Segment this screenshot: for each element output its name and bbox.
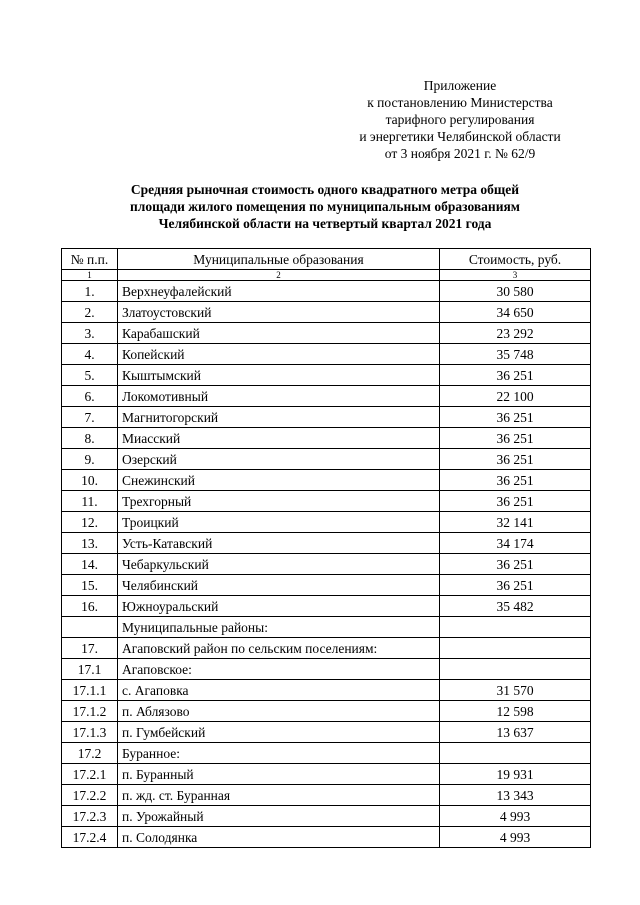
column-index: 3 [440,270,591,281]
appendix-line: от 3 ноября 2021 г. № 62/9 [384,146,536,161]
row-cost: 34 174 [440,533,591,554]
row-number: 17.2.3 [62,806,118,827]
row-number: 12. [62,512,118,533]
title-line: Средняя рыночная стоимость одного квадратного метра общей [130,182,520,197]
row-municipality: Миасский [118,428,440,449]
appendix-block [330,77,590,162]
row-cost: 22 100 [440,386,591,407]
table-row [62,827,591,848]
title-line: площади жилого помещения по муниципальным образованиям [130,199,520,214]
row-number: 6. [62,386,118,407]
table-row [62,281,591,302]
row-cost: 12 598 [440,701,591,722]
row-number: 17.2.4 [62,827,118,848]
row-cost: 4 993 [440,806,591,827]
row-number: 17.1.3 [62,722,118,743]
row-cost: 13 637 [440,722,591,743]
row-number: 1. [62,281,118,302]
row-cost: 32 141 [440,512,591,533]
row-municipality: Магнитогорский [118,407,440,428]
row-cost: 36 251 [440,470,591,491]
row-municipality: Усть-Катавский [118,533,440,554]
row-cost: 23 292 [440,323,591,344]
row-number: 9. [62,449,118,470]
row-cost: 30 580 [440,281,591,302]
row-number: 14. [62,554,118,575]
appendix-line: тарифного регулирования [385,112,535,127]
row-cost: 4 993 [440,827,591,848]
row-municipality: Локомотивный [118,386,440,407]
table-row [62,617,591,638]
table-row [62,323,591,344]
row-municipality: Буранное: [118,743,440,764]
row-municipality: Верхнеуфалейский [118,281,440,302]
row-municipality: п. Солодянка [118,827,440,848]
row-municipality: Агаповское: [118,659,440,680]
appendix-line: Приложение [423,78,497,93]
row-number: 13. [62,533,118,554]
row-cost: 35 748 [440,344,591,365]
row-number: 17.1.2 [62,701,118,722]
row-number: 17.2 [62,743,118,764]
column-index: 2 [118,270,440,281]
table-row [62,491,591,512]
table-row [62,680,591,701]
column-index-row [62,270,591,281]
row-cost: 36 251 [440,428,591,449]
row-municipality: Озерский [118,449,440,470]
row-municipality: Копейский [118,344,440,365]
table-row [62,722,591,743]
appendix-line: и энергетики Челябинской области [359,129,561,144]
document-title [60,181,590,232]
row-number: 10. [62,470,118,491]
table-row [62,512,591,533]
row-municipality: Челябинский [118,575,440,596]
row-cost: 31 570 [440,680,591,701]
row-number: 15. [62,575,118,596]
row-municipality: Златоустовский [118,302,440,323]
table-row [62,596,591,617]
header-number: № п.п. [62,249,118,270]
title-line: Челябинской области на четвертый квартал 2021 года [158,216,492,231]
row-number: 5. [62,365,118,386]
row-number: 2. [62,302,118,323]
column-index: 1 [62,270,118,281]
row-municipality: Карабашский [118,323,440,344]
row-municipality: п. Аблязово [118,701,440,722]
row-municipality: п. Гумбейский [118,722,440,743]
table-row [62,785,591,806]
row-cost: 36 251 [440,407,591,428]
row-cost: 13 343 [440,785,591,806]
row-municipality: с. Агаповка [118,680,440,701]
row-municipality: п. жд. ст. Буранная [118,785,440,806]
header-municipality: Муниципальные образования [118,249,440,270]
row-cost: 36 251 [440,449,591,470]
table-row [62,659,591,680]
row-number: 11. [62,491,118,512]
row-number: 17.1.1 [62,680,118,701]
table-row [62,554,591,575]
row-cost: 36 251 [440,575,591,596]
table-body [62,281,591,848]
row-municipality: Снежинский [118,470,440,491]
row-municipality: Троицкий [118,512,440,533]
row-cost [440,659,591,680]
table-header-row [62,249,591,270]
row-municipality: Чебаркульский [118,554,440,575]
row-municipality: Трехгорный [118,491,440,512]
row-number: 17.1 [62,659,118,680]
row-cost: 36 251 [440,554,591,575]
row-cost: 19 931 [440,764,591,785]
row-number: 4. [62,344,118,365]
row-municipality: Южноуральский [118,596,440,617]
row-number: 17.2.2 [62,785,118,806]
row-municipality: Агаповский район по сельским поселениям: [118,638,440,659]
row-cost [440,743,591,764]
table-row [62,365,591,386]
table-row [62,407,591,428]
row-number: 8. [62,428,118,449]
table-row [62,470,591,491]
row-number: 17.2.1 [62,764,118,785]
table-row [62,344,591,365]
row-cost: 34 650 [440,302,591,323]
table-row [62,302,591,323]
table-row [62,638,591,659]
row-cost: 36 251 [440,365,591,386]
row-number: 7. [62,407,118,428]
table-row [62,575,591,596]
row-municipality: Кыштымский [118,365,440,386]
row-number [62,617,118,638]
row-municipality: п. Урожайный [118,806,440,827]
row-cost [440,638,591,659]
row-cost: 36 251 [440,491,591,512]
row-cost: 35 482 [440,596,591,617]
header-cost: Стоимость, руб. [440,249,591,270]
row-number: 17. [62,638,118,659]
table-row [62,533,591,554]
table-row [62,743,591,764]
price-table [61,248,591,848]
row-cost [440,617,591,638]
row-number: 3. [62,323,118,344]
row-municipality: Муниципальные районы: [118,617,440,638]
table-row [62,449,591,470]
row-municipality: п. Буранный [118,764,440,785]
table-row [62,428,591,449]
table-row [62,806,591,827]
table-row [62,386,591,407]
table-row [62,701,591,722]
row-number: 16. [62,596,118,617]
table-row [62,764,591,785]
appendix-line: к постановлению Министерства [367,95,553,110]
